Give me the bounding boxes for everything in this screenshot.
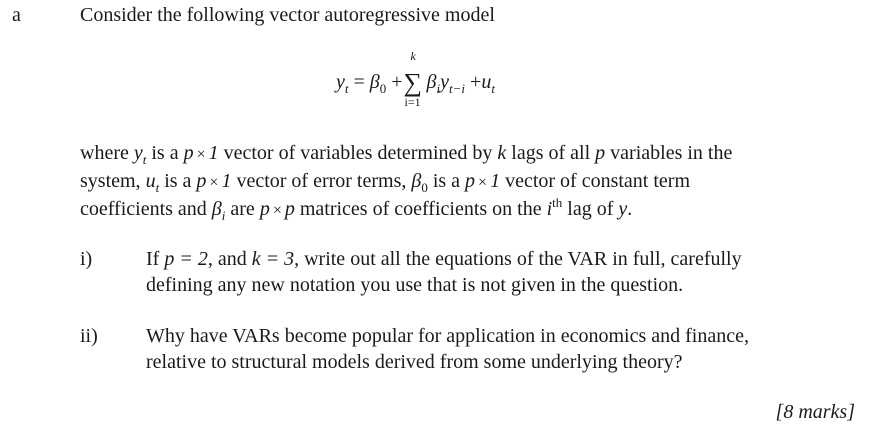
math-var: p bbox=[595, 142, 606, 164]
part-line bbox=[146, 246, 866, 272]
text: is a bbox=[159, 170, 197, 192]
part-line: defining any new notation you use that is not given in the question. bbox=[146, 274, 684, 296]
eq-sum-symbol: ∑ bbox=[403, 68, 423, 98]
question-label: a bbox=[12, 4, 21, 26]
math-sup: th bbox=[552, 195, 563, 210]
text: lag of bbox=[562, 198, 619, 220]
text: is a bbox=[427, 170, 466, 192]
eq-u: u bbox=[481, 71, 492, 93]
math-expr: k = 3 bbox=[251, 248, 295, 270]
eq-sum-upper: k bbox=[410, 49, 416, 64]
part-number-i: i) bbox=[80, 248, 93, 270]
text: , and bbox=[207, 248, 252, 270]
eq-beta0: β bbox=[369, 71, 380, 93]
text: are bbox=[225, 198, 260, 220]
text: where bbox=[80, 142, 134, 164]
eq-sum-lower: i=1 bbox=[404, 95, 421, 110]
text: is a bbox=[146, 142, 184, 164]
times-symbol: × bbox=[272, 202, 282, 219]
text: lags of all bbox=[506, 142, 596, 164]
text: matrices of coefficients on the bbox=[294, 198, 547, 220]
definition-line bbox=[80, 168, 860, 196]
eq-y-lag: y bbox=[440, 71, 450, 93]
math-sub: t bbox=[155, 180, 160, 195]
math-sub: 0 bbox=[421, 180, 428, 195]
math-var: k bbox=[497, 142, 507, 164]
part-text-i bbox=[146, 246, 866, 298]
math-var: i bbox=[546, 198, 553, 220]
math-var: p bbox=[284, 198, 295, 220]
text: vector of constant term bbox=[500, 170, 691, 192]
eq-summation bbox=[403, 49, 426, 110]
math-var: y bbox=[618, 198, 628, 220]
math-var: 1 bbox=[490, 170, 501, 192]
eq-plus-2: + bbox=[470, 71, 482, 93]
math-expr: p = 2 bbox=[164, 248, 208, 270]
var-equation bbox=[336, 49, 596, 112]
part-line: relative to structural models derived from some underlying theory? bbox=[146, 351, 683, 373]
part-number-ii: ii) bbox=[80, 325, 98, 347]
text: , write out all the equations of the VAR in full, carefully bbox=[294, 248, 742, 270]
definition-line bbox=[80, 196, 860, 224]
math-var: p bbox=[259, 198, 270, 220]
text: If bbox=[146, 248, 165, 270]
math-var: p bbox=[196, 170, 207, 192]
text: . bbox=[627, 198, 633, 220]
marks-label: [8 marks] bbox=[775, 401, 855, 423]
math-var: 1 bbox=[221, 170, 232, 192]
eq-plus-1: + bbox=[391, 71, 403, 93]
math-var: β bbox=[211, 198, 222, 220]
math-sub: i bbox=[221, 208, 226, 223]
text: coefficients and bbox=[80, 198, 212, 220]
math-var: β bbox=[411, 170, 422, 192]
question-intro: Consider the following vector autoregressive model bbox=[80, 4, 495, 26]
math-var: p bbox=[465, 170, 476, 192]
part-line: Why have VARs become popular for application in economics and finance, bbox=[146, 325, 749, 347]
part-text-ii bbox=[146, 323, 866, 375]
text: variables in the bbox=[605, 142, 733, 164]
eq-beta-i-sub: i bbox=[436, 81, 441, 96]
eq-lhs: y bbox=[336, 71, 345, 93]
times-symbol: × bbox=[209, 174, 219, 191]
math-var: y bbox=[133, 142, 143, 164]
text: system, bbox=[80, 170, 146, 192]
eq-lhs-sub: t bbox=[344, 81, 349, 96]
text: vector of variables determined by bbox=[218, 142, 498, 164]
definition-line bbox=[80, 140, 860, 168]
eq-equals: = bbox=[353, 71, 365, 93]
definition-paragraph bbox=[80, 140, 860, 224]
text: vector of error terms, bbox=[231, 170, 412, 192]
eq-beta-i: β bbox=[426, 71, 437, 93]
times-symbol: × bbox=[196, 146, 206, 163]
eq-u-sub: t bbox=[491, 81, 495, 96]
math-var: u bbox=[145, 170, 156, 192]
math-var: p bbox=[183, 142, 194, 164]
math-var: 1 bbox=[208, 142, 219, 164]
eq-beta0-sub: 0 bbox=[379, 81, 387, 96]
times-symbol: × bbox=[478, 174, 488, 191]
eq-y-lag-sub: t−i bbox=[449, 81, 466, 96]
math-sub: t bbox=[142, 152, 147, 167]
